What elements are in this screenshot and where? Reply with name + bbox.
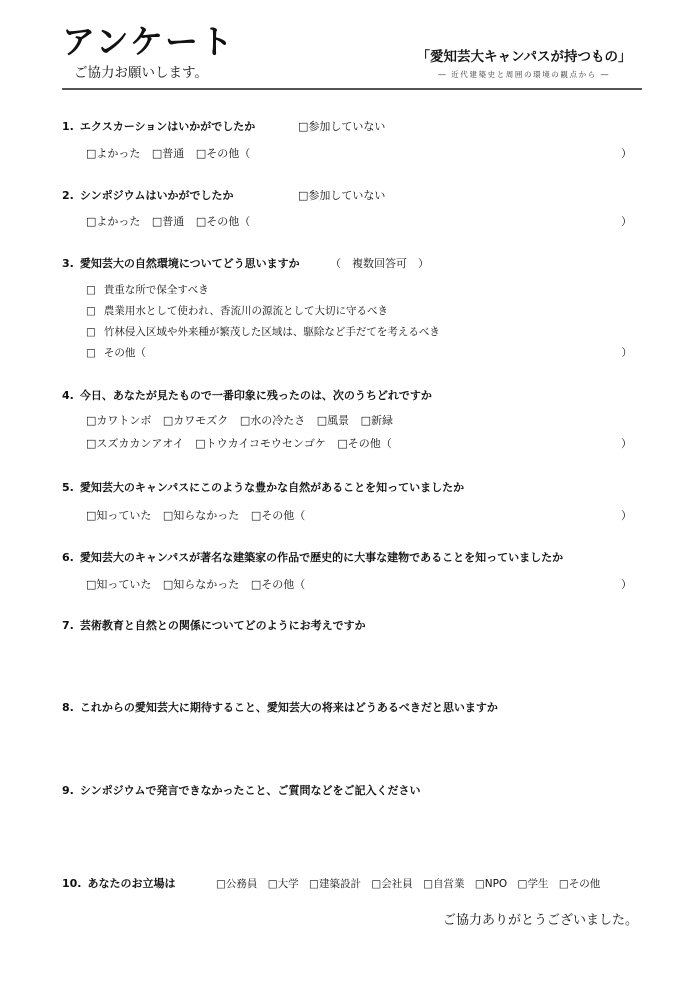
q6-option-did-not-know[interactable]: □知らなかった [162, 578, 240, 591]
q1-option-average[interactable]: □普通 [151, 147, 185, 160]
checkbox[interactable]: □ [86, 347, 96, 359]
q4-other-close: ） [621, 437, 632, 450]
q10-option-employee[interactable]: □会社員 [371, 878, 413, 890]
question-text: 芸術教育と自然との関係についてどのようにお考えですか [79, 619, 366, 632]
q3-other-close: ） [621, 347, 632, 359]
page-title: アンケート [62, 22, 236, 61]
q1-options [86, 146, 632, 162]
question-number: 1. [62, 120, 74, 133]
q4-option-cold-water[interactable]: □水の冷たさ [239, 414, 306, 427]
question-text: エクスカーションはいかがでしたか [79, 120, 256, 133]
question-number: 2. [62, 189, 74, 202]
q10-option-university[interactable]: □大学 [267, 878, 299, 890]
q5-option-other[interactable]: □その他（ [250, 509, 306, 522]
question-3-heading [62, 256, 300, 272]
q5-other-close: ） [621, 509, 632, 522]
question-text: シンポジウムはいかがでしたか [79, 189, 234, 202]
question-number: 9. [62, 784, 74, 797]
q4-option-asarum[interactable]: □スズカカンアオイ [86, 437, 184, 450]
q4-option-sundew[interactable]: □トウカイコモウセンゴケ [195, 437, 326, 450]
q6-options [86, 577, 632, 593]
q4-option-damselfly[interactable]: □カワトンボ [86, 414, 152, 427]
q4-option-scenery[interactable]: □風景 [316, 414, 350, 427]
q3-item-bamboo[interactable]: □ 竹林侵入区域や外来種が繁茂した区域は、駆除など手だてを考えるべき [86, 326, 440, 338]
page-subtitle: ご協力お願いします。 [74, 65, 208, 81]
checkbox[interactable]: □ [86, 284, 96, 296]
q10-option-architect[interactable]: □建築設計 [309, 878, 361, 890]
q6-option-knew[interactable]: □知っていた [86, 578, 152, 591]
checkbox[interactable]: □ [86, 305, 96, 317]
q6-option-other[interactable]: □その他（ [250, 578, 306, 591]
checkbox[interactable]: □ [86, 326, 96, 338]
q10-option-other[interactable]: □その他 [558, 878, 601, 890]
q4-options-row-2 [86, 436, 632, 452]
event-title: 「愛知芸大キャンパスが持つもの」 [416, 49, 632, 65]
question-2-heading [62, 188, 233, 204]
q4-option-fresh-green[interactable]: □新緑 [360, 414, 394, 427]
question-text: 愛知芸大の自然環境についてどう思いますか [79, 257, 300, 270]
q2-option-good[interactable]: □よかった [86, 215, 141, 228]
event-subtitle: ― 近代建築史と周囲の環境の観点から ― [438, 70, 610, 79]
header-divider [62, 88, 642, 90]
question-number: 10. [62, 877, 82, 890]
question-number: 6. [62, 551, 74, 564]
question-number: 7. [62, 619, 74, 632]
question-number: 4. [62, 389, 74, 402]
question-text: 愛知芸大のキャンパスにこのような豊かな自然があることを知っていましたか [79, 481, 465, 494]
q4-options-row-1 [86, 413, 632, 429]
q10-option-npo[interactable]: □NPO [474, 878, 508, 890]
q1-other-close: ） [621, 147, 632, 160]
q6-other-close: ） [621, 578, 632, 591]
q10-option-student[interactable]: □学生 [517, 878, 549, 890]
q10-option-self-employed[interactable]: □自営業 [423, 878, 465, 890]
q3-item-preserve[interactable]: □ 貴重な所で保全すべき [86, 284, 209, 296]
thank-you-message: ご協力ありがとうございました。 [442, 913, 638, 928]
q2-not-attended-checkbox[interactable]: □参加していない [298, 189, 386, 202]
q3-multiple-answers-note: （ 複数回答可 ） [330, 257, 429, 270]
q2-options [86, 214, 632, 230]
q4-option-other[interactable]: □その他（ [337, 437, 392, 450]
question-1-heading [62, 119, 255, 135]
question-7-heading [62, 618, 366, 634]
question-10-heading [62, 876, 176, 892]
q1-option-good[interactable]: □よかった [86, 147, 141, 160]
q2-other-close: ） [621, 215, 632, 228]
question-number: 8. [62, 701, 74, 714]
question-text: 今日、あなたが見たもので一番印象に残ったのは、次のうちどれですか [79, 389, 432, 402]
q5-option-knew[interactable]: □知っていた [86, 509, 152, 522]
q2-option-average[interactable]: □普通 [151, 215, 185, 228]
q3-item-water[interactable]: □ 農業用水として使われ、香流川の源流として大切に守るべき [86, 305, 389, 317]
q10-options [216, 876, 600, 892]
question-8-heading [62, 700, 498, 716]
q10-option-civil-servant[interactable]: □公務員 [216, 878, 258, 890]
q5-options [86, 508, 632, 524]
q1-not-attended-checkbox[interactable]: □参加していない [298, 120, 386, 133]
question-number: 5. [62, 481, 74, 494]
q2-option-other[interactable]: □その他（ [195, 215, 251, 228]
question-6-heading [62, 550, 563, 566]
question-9-heading [62, 783, 420, 799]
question-text: 愛知芸大のキャンパスが著名な建築家の作品で歴史的に大事な建物であることを知っていましたか [79, 551, 564, 564]
question-text: これからの愛知芸大に期待すること、愛知芸大の将来はどうあるべきだと思いますか [79, 701, 498, 714]
q1-option-other[interactable]: □その他（ [195, 147, 251, 160]
question-4-heading [62, 388, 432, 404]
q3-item-other[interactable]: □ その他（ ） [86, 347, 632, 359]
q4-option-algae[interactable]: □カワモズク [162, 414, 229, 427]
question-number: 3. [62, 257, 74, 270]
q5-option-did-not-know[interactable]: □知らなかった [162, 509, 240, 522]
question-text: シンポジウムで発言できなかったこと、ご質問などをご記入ください [79, 784, 421, 797]
question-text: あなたのお立場は [87, 877, 176, 890]
question-5-heading [62, 480, 464, 496]
